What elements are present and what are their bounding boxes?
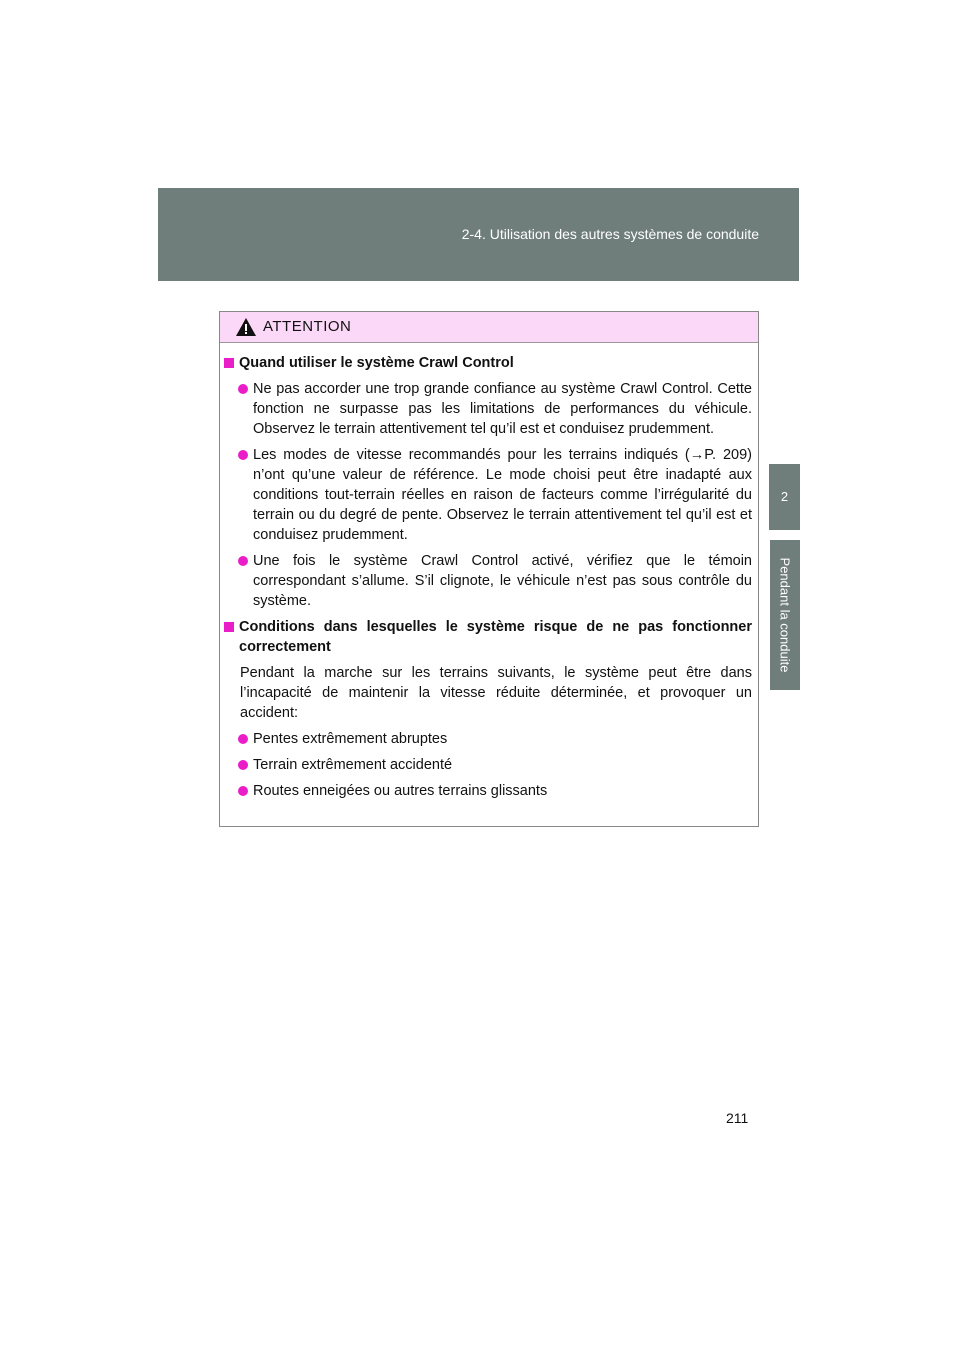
section-heading: Quand utiliser le système Crawl Control <box>224 353 752 373</box>
chapter-header-band <box>158 188 799 281</box>
warning-triangle-icon <box>235 317 257 337</box>
list-item: Ne pas accorder une trop grande confiance au système Crawl Control. Cette fonction ne surpasse pas les limitations de performances du véhicule. Observez le terrain attentivement tel qu’il est et conduisez prudemment. <box>238 379 752 439</box>
list-item: Terrain extrêmement accidenté <box>238 755 752 775</box>
section-title: 2-4. Utilisation des autres systèmes de conduite <box>461 226 759 242</box>
circle-bullet-icon <box>238 786 248 796</box>
chapter-tab-label <box>770 540 800 690</box>
circle-bullet-icon <box>238 760 248 770</box>
page-number: 211 <box>726 1110 749 1126</box>
square-bullet-icon <box>224 622 234 632</box>
warning-title: ATTENTION <box>263 318 352 335</box>
circle-bullet-icon <box>238 384 248 394</box>
warning-box <box>219 311 759 827</box>
warning-body <box>220 343 758 801</box>
circle-bullet-icon <box>238 734 248 744</box>
list-item: Les modes de vitesse recommandés pour les terrains indiqués (→P. 209) n’ont qu’une valeur de référence. Le mode choisi peut être inadapté aux conditions tout-terrain réelles en raison de facteurs comme l’irrégularité du terrain ou du degré de pente. Observez le terrain attentivement tel qu’il est et conduisez prudemment. <box>238 445 752 545</box>
list-item: Routes enneigées ou autres terrains glissants <box>238 781 752 801</box>
circle-bullet-icon <box>238 450 248 460</box>
section-heading: Conditions dans lesquelles le système risque de ne pas fonctionner correctement <box>224 617 752 657</box>
warning-header <box>220 312 758 343</box>
section-paragraph: Pendant la marche sur les terrains suivants, le système peut être dans l’incapacité de maintenir la vitesse réduite déterminée, et provoquer un accident: <box>240 665 752 721</box>
circle-bullet-icon <box>238 556 248 566</box>
square-bullet-icon <box>224 358 234 368</box>
chapter-tab-label-text: Pendant la conduite <box>777 557 793 673</box>
list-item: Une fois le système Crawl Control activé, vérifiez que le témoin correspondant s’allume. S’il clignote, le véhicule n’est pas sous contrôle du système. <box>238 551 752 611</box>
chapter-tab-number: 2 <box>769 464 800 530</box>
list-item: Pentes extrêmement abruptes <box>238 729 752 749</box>
